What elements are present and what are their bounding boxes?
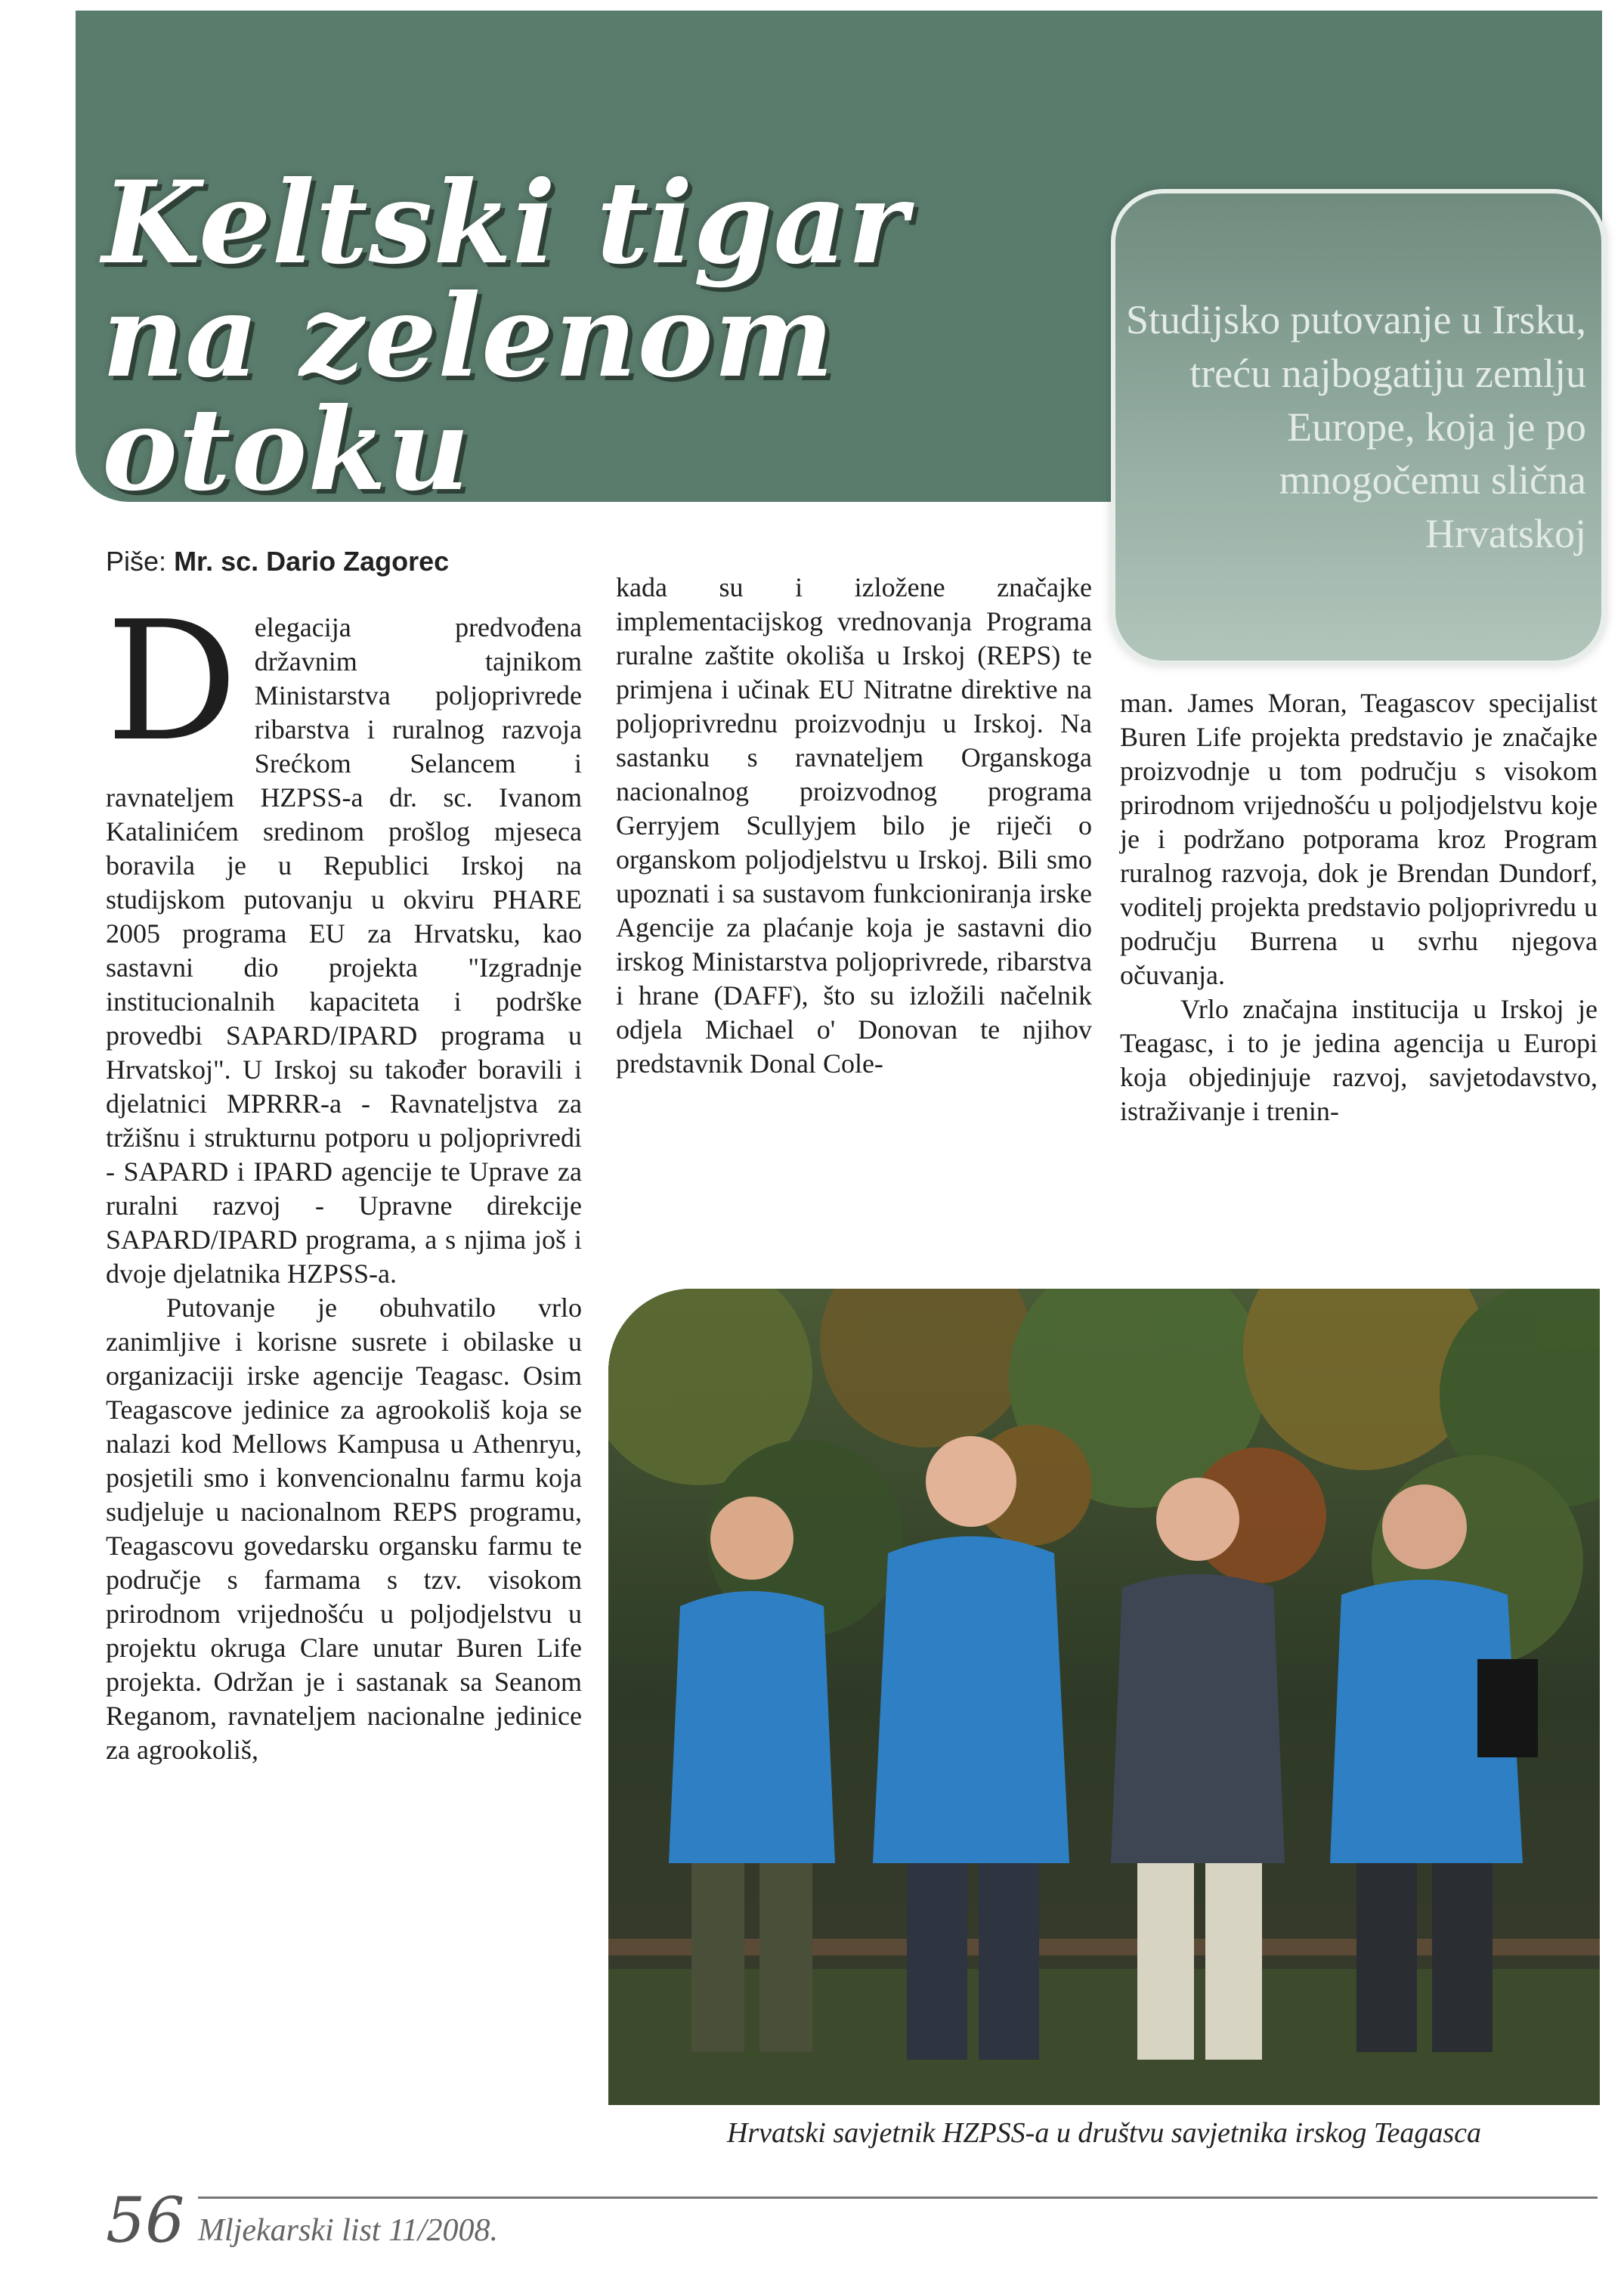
drop-cap: D [106,587,238,778]
article-paragraph: man. James Moran, Teagascov specijalist Buren Life projekta predstavio je značajke proizvodnje u tom području s visokom prirodnom vrijednošću u poljodjelstvu koje je i podržano potporama kroz Program ruralnog razvoja, dok je Brendan Dundorf, voditelj projekta predstavio poljoprivredu u području Burrena u svrhu njegova očuvanja. [1120,688,1598,990]
article-column-2 [616,571,1092,1081]
paragraph-text: elegacija predvođena državnim tajnikom Ministarstva poljoprivrede ribarstva i ruralnog razvoja Srećkom Selancem i ravnateljem HZPSS-a dr. sc. Ivanom Katalinićem sredinom prošlog mjeseca boravila je u Republici Irskoj na studijskom putovanju u okviru PHARE 2005 programa EU za Hrvatsku, kao sastavni dio projekta "Izgradnje institucionalnih kapaciteta i podrške provedbi SAPARD/IPARD programa u Hrvatskoj". U Irskoj su također boravili i djelatnici MPRRR-a - Ravnateljstva za tržišnu i strukturnu potporu u poljoprivredi - SAPARD i IPARD agencije te Uprave za ruralni razvoj - Upravne direkcije SAPARD/IPARD programa, a s njima još i dvoje djelatnika HZPSS-a. [106,612,582,1289]
article-paragraph: Vrlo značajna institucija u Irskoj je Teagasc, i to je jedina agencija u Europi koja objedinjuje razvoj, savjetodavstvo, istraživanje i trenin- [1120,994,1598,1126]
article-paragraph: kada su i izložene značajke implementacijskog vrednovanja Programa ruralne zaštite okoliša u Irskoj (REPS) te primjena i učinak EU Nitratne direktive na poljoprivrednu proizvodnju u Irskoj. Na sastanku s ravnateljem Organskoga nacionalnog proizvodnog programa Gerryjem Scullyjem bilo je riječi o organskom poljodjelstvu u Irskoj. Bili smo upoznati i sa sustavom funkcioniranja irske Agencije za plaćanje koja je sastavni dio irskog Ministarstva poljoprivrede, ribarstva i hrane (DAFF), što su izložili načelnik odjela Michael o' Donovan te njihov predstavnik Donal Cole- [616,572,1092,1079]
byline-prefix: Piše: [106,546,167,577]
article-column-3 [1120,686,1598,1128]
article-subtitle: Studijsko putovanje u Irsku, treću najbogatiju zemlju Europe, koja je po mnogočemu slična Hrvatskoj [1126,297,1586,557]
group-photo [608,1289,1600,2105]
byline [106,546,449,577]
page-number: 56 [106,2185,185,2257]
article-column-1 [106,587,582,1767]
article-paragraph [106,587,582,1291]
group-photo-illustration [608,1289,1600,2105]
photo-caption: Hrvatski savjetnik HZPSS-a u društvu savjetnika irskog Teagasca [726,2117,1482,2149]
article-paragraph: Putovanje je obuhvatilo vrlo zanimljive i korisne susrete i obilaske u organizaciji irske agencije Teagasc. Osim Teagascove jedinice za agrookoliš koja se nalazi kod Mellows Kampusa u Athenryu, posjetili smo i konvencionalnu farmu koja sudjeluje u nacionalnom REPS programu, Teagascovu govedarsku organsku farmu te područje s farmama s tzv. visokom prirodnom vrijednošću u poljodjelstvu u projektu okruga Clare unutar Buren Life projekta. Održan je i sastanak sa Seanom Reganom, ravnateljem nacionalne jedinice za agrookoliš, [106,1293,582,1765]
subtitle-box [1111,189,1606,665]
journal-name: Mljekarski list 11/2008. [198,2213,499,2248]
footer-rule [198,2196,1598,2199]
article-title: Keltski tigar na zelenom otoku [102,156,908,516]
byline-author: Mr. sc. Dario Zagorec [174,546,450,577]
